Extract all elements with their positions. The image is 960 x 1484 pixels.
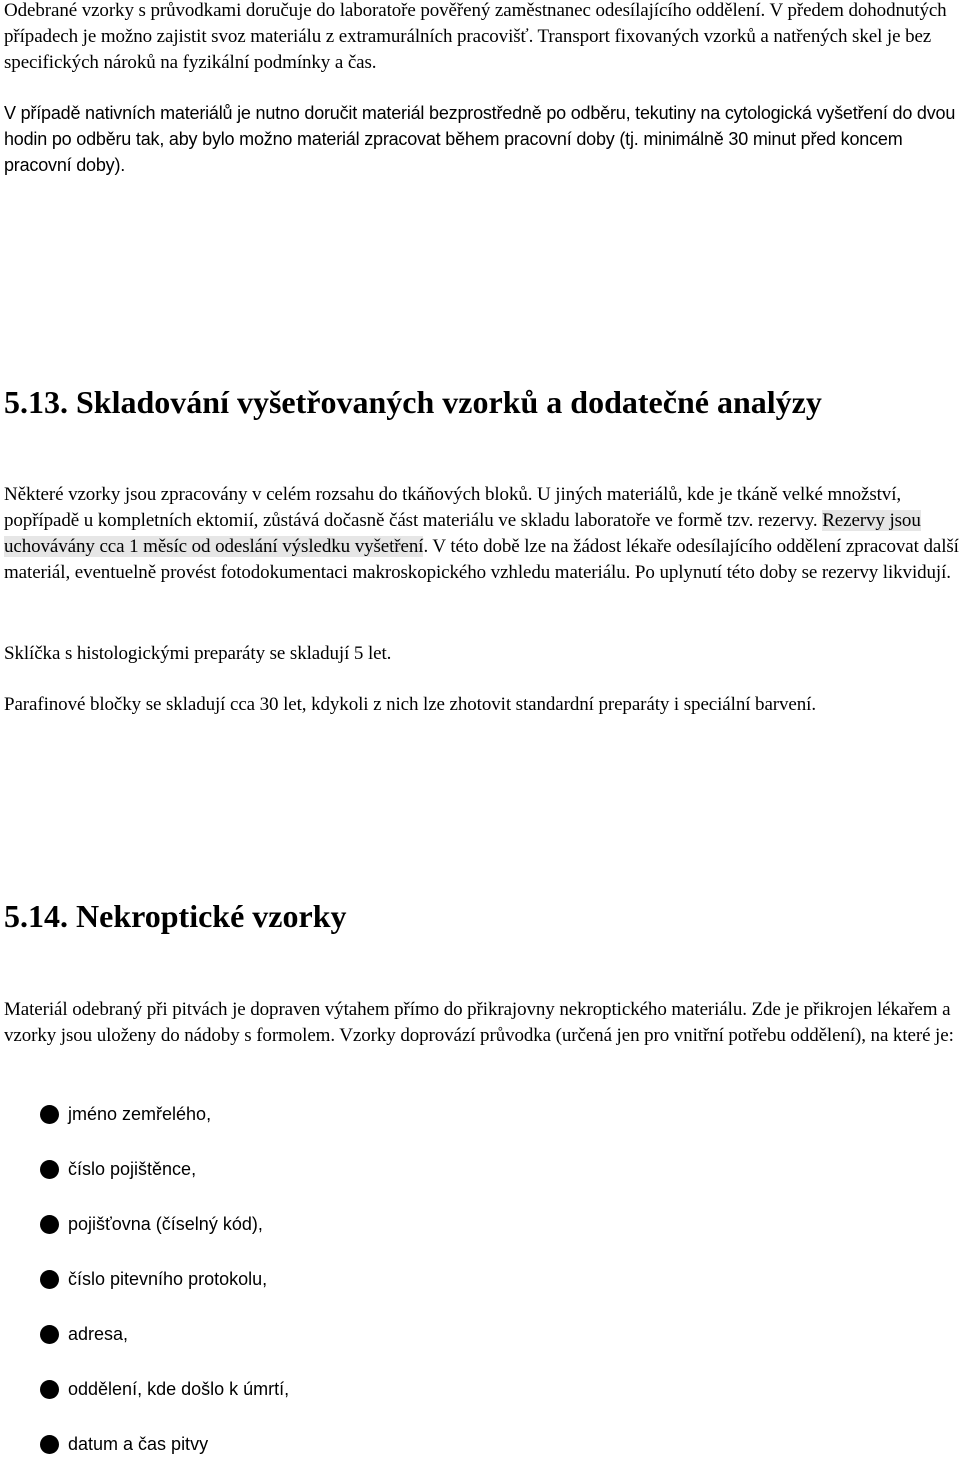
section-heading-5-14: 5.14. Nekroptické vzorky bbox=[4, 898, 347, 934]
list-item-text: číslo pitevního protokolu, bbox=[68, 1269, 268, 1289]
list-item-text: datum a čas pitvy bbox=[68, 1434, 209, 1454]
bullet-icon bbox=[40, 1270, 59, 1289]
highlighted-text: Rezervy jsou uchovávány cca 1 měsíc od odeslání výsledku vyšetření bbox=[4, 510, 921, 557]
list-item bbox=[40, 1154, 289, 1209]
storage-text-end: . V této době lze na žádost lékaře odesílajícího oddělení zpracovat další materiál, eventuelně provést fotodokumentaci makroskopického vzhledu materiálu. Po uplynutí této doby se rezervy likvidují. bbox=[4, 536, 959, 583]
bullet-icon bbox=[40, 1325, 59, 1344]
bullet-icon bbox=[40, 1435, 59, 1454]
list-item-text: číslo pojištěnce, bbox=[68, 1159, 197, 1179]
necroptic-paragraph: Materiál odebraný při pitvách je dopraven výtahem přímo do přikrajovny nekroptického materiálu. Zde je přikrojen lékařem a vzorky jsou uloženy do nádoby s formolem. Vzorky doprovází průvodka (určená jen pro vnitřní potřebu oddělení), na které je: bbox=[4, 999, 954, 1046]
section-heading-5-13: 5.13. Skladování vyšetřovaných vzorků a dodatečné analýzy bbox=[4, 384, 822, 420]
native-materials-paragraph: V případě nativních materiálů je nutno doručit materiál bezprostředně po odběru, tekutiny na cytologická vyšetření do dvou hodin po odběru tak, aby bylo možno materiál zpracovat během pracovní doby (tj. minimálně 30 minut před koncem pracovní doby). bbox=[4, 103, 956, 175]
list-item-text: jméno zemřelého, bbox=[68, 1104, 212, 1124]
paraffin-paragraph: Parafinové bločky se skladují cca 30 let, kdykoli z nich lze zhotovit standardní preparáty i speciální barvení. bbox=[4, 694, 816, 715]
storage-paragraph bbox=[4, 482, 959, 586]
list-item bbox=[40, 1209, 289, 1264]
list-item-text: adresa, bbox=[68, 1324, 129, 1344]
list-item bbox=[40, 1099, 289, 1154]
list-item-text: pojišťovna (číselný kód), bbox=[68, 1214, 263, 1234]
bullet-icon bbox=[40, 1380, 59, 1399]
slides-paragraph: Sklíčka s histologickými preparáty se skladují 5 let. bbox=[4, 643, 392, 664]
list-item bbox=[40, 1429, 289, 1484]
bullet-icon bbox=[40, 1160, 59, 1179]
required-info-list bbox=[40, 1099, 289, 1484]
storage-text-start: Některé vzorky jsou zpracovány v celém rozsahu do tkáňových bloků. U jiných materiálů, kde je tkáně velké množství, popřípadě u kompletních ektomií, zůstává dočasně část materiálu ve skladu laboratoře ve formě tzv. rezervy. bbox=[4, 484, 902, 531]
intro-paragraph: Odebrané vzorky s průvodkami doručuje do laboratoře pověřený zaměstnanec odesílajícího oddělení. V předem dohodnutých případech je možno zajistit svoz materiálu z extramurálních pracovišť. Transport fixovaných vzorků a natřených skel je bez specifických nároků na fyzikální podmínky a čas. bbox=[4, 0, 947, 73]
list-item bbox=[40, 1374, 289, 1429]
list-item bbox=[40, 1264, 289, 1319]
list-item bbox=[40, 1319, 289, 1374]
bullet-icon bbox=[40, 1215, 59, 1234]
list-item-text: oddělení, kde došlo k úmrtí, bbox=[68, 1379, 290, 1399]
bullet-icon bbox=[40, 1105, 59, 1124]
